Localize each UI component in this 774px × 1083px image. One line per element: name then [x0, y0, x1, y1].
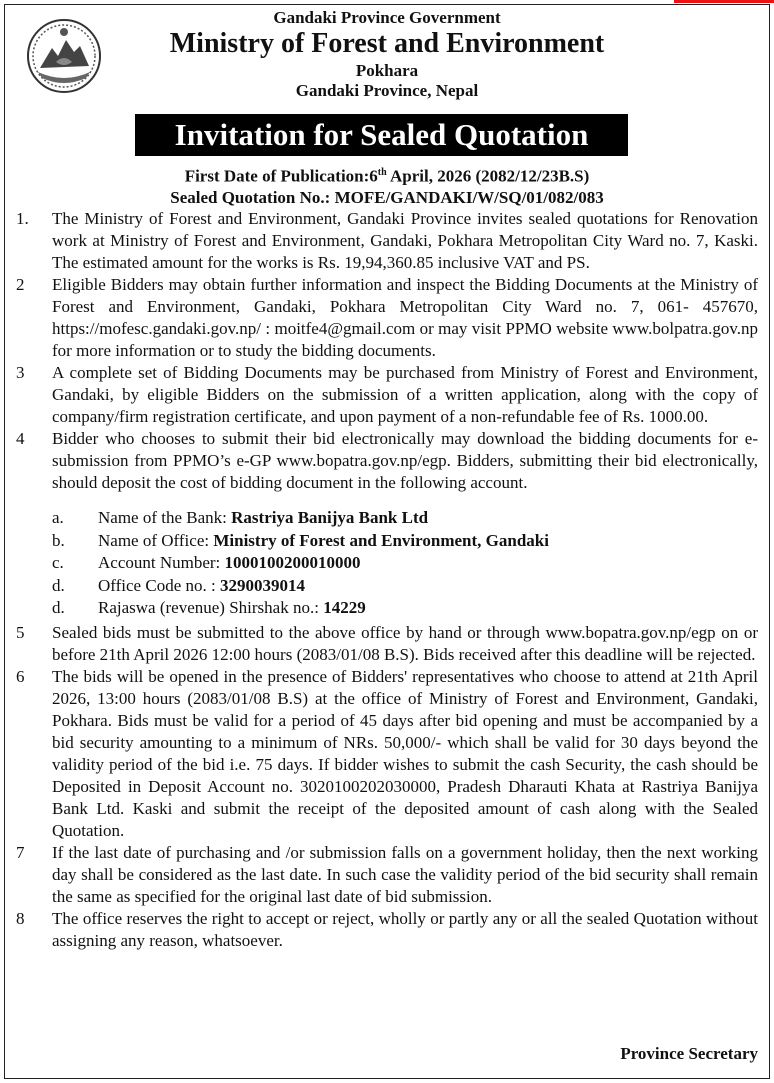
ministry-name: Ministry of Forest and Environment [169, 28, 605, 59]
account-office-code: d. Office Code no. : 3290039014 [52, 575, 305, 595]
clause-3: 3 A complete set of Bidding Documents may be purchased from Ministry of Forest and Environment, Gandaki, by eligible Bidders on the submission of a written application, along with the copy of company/firm registration certificate, and upon payment of a non-refundable fee of Rs. 1000.00. [16, 363, 758, 426]
signature: Province Secretary [620, 1044, 758, 1063]
clause-2: 2 Eligible Bidders may obtain further information and inspect the Bidding Documents at the Ministry of Forest and Environment, Gandaki, Pokhara Metropolitan City Ward no. 7, 061- 457670, https://mofesc.gandaki.gov.np/ : moitfe4@gmail.com or may visit PPMO website www.bolpatra.gov.np for more information or to study the bidding documents. [16, 275, 758, 360]
account-office-name: b. Name of Office: Ministry of Forest and Environment, Gandaki [52, 530, 549, 550]
account-revenue-head: d. Rajaswa (revenue) Shirshak no.: 14229 [52, 598, 366, 617]
city-name: Pokhara [355, 61, 419, 80]
clause-6: 6 The bids will be opened in the presence of Bidders' representatives who choose to attend at 21th April 2026, 13:00 hours (2083/01/08 B.S) at the office of Ministry of Forest and Environment, Gandaki, Pokhara. Bids must be valid for a period of 45 days after bid opening and must be accompanied by a bid security amounting to a minimum of NRs. 50,000/- which shall be valid for 30 days beyond the validity period of the bid i.e. 75 days. If bidder wishes to submit the cash Security, the cash should be Deposited in Deposit Account no. 3020100202030000, Pradesh Dharauti Khata at Rastriya Banijya Bank Ltd. Kaski and submit the receipt of the deposited amount of cash along with the Sealed Quotation. [16, 666, 758, 840]
clause-7: 7 If the last date of purchasing and /or submission falls on a government holiday, then the next working day shall be considered as the last date. In such case the validity period of the bid security shall remain the same as specified for the original last date of bid submission. [16, 842, 758, 906]
bank-account-list [16, 507, 758, 620]
clause-4: 4 Bidder who chooses to submit their bid electronically may download the bidding documents for e-submission from PPMO’s e-GP www.bopatra.gov.np/egp. Bidders, submitting their bid electronically, should deposit the cost of bidding document in the following account. [16, 429, 758, 492]
publication-date: First Date of Publication:6th April, 2026 (2082/12/23B.S) [184, 166, 590, 186]
province-name: Gandaki Province, Nepal [295, 81, 479, 100]
clause-5: 5 Sealed bids must be submitted to the above office by hand or through www.bopatra.gov.np/egp on or before 21th April 2026 12:00 hours (2083/01/08 B.S). Bids received after this deadline will be rejected. [16, 622, 758, 664]
notice-title: Invitation for Sealed Quotation [135, 114, 628, 156]
header [0, 8, 774, 101]
account-bank-name: a. Name of the Bank: Rastriya Banijya Bank Ltd [52, 508, 429, 527]
account-number: c. Account Number: 1000100200010000 [52, 553, 361, 572]
clause-1: 1. The Ministry of Forest and Environment, Gandaki Province invites sealed quotations for Renovation work at Ministry of Forest and Environment, Gandaki, Pokhara Metropolitan City Ward no. 7, Kaski. The estimated amount for the works is Rs. 19,94,360.85 inclusive VAT and PS. [16, 209, 758, 272]
publication-info [0, 162, 774, 208]
quotation-number: Sealed Quotation No.: MOFE/GANDAKI/W/SQ/01/082/083 [170, 187, 604, 207]
government-name: Gandaki Province Government [273, 8, 501, 27]
notice-body [16, 208, 758, 952]
clause-8: 8 The office reserves the right to accept or reject, wholly or partly any or all the sealed Quotation without assigning any reason, whatsoever. [16, 908, 758, 950]
corner-mark [674, 0, 774, 3]
